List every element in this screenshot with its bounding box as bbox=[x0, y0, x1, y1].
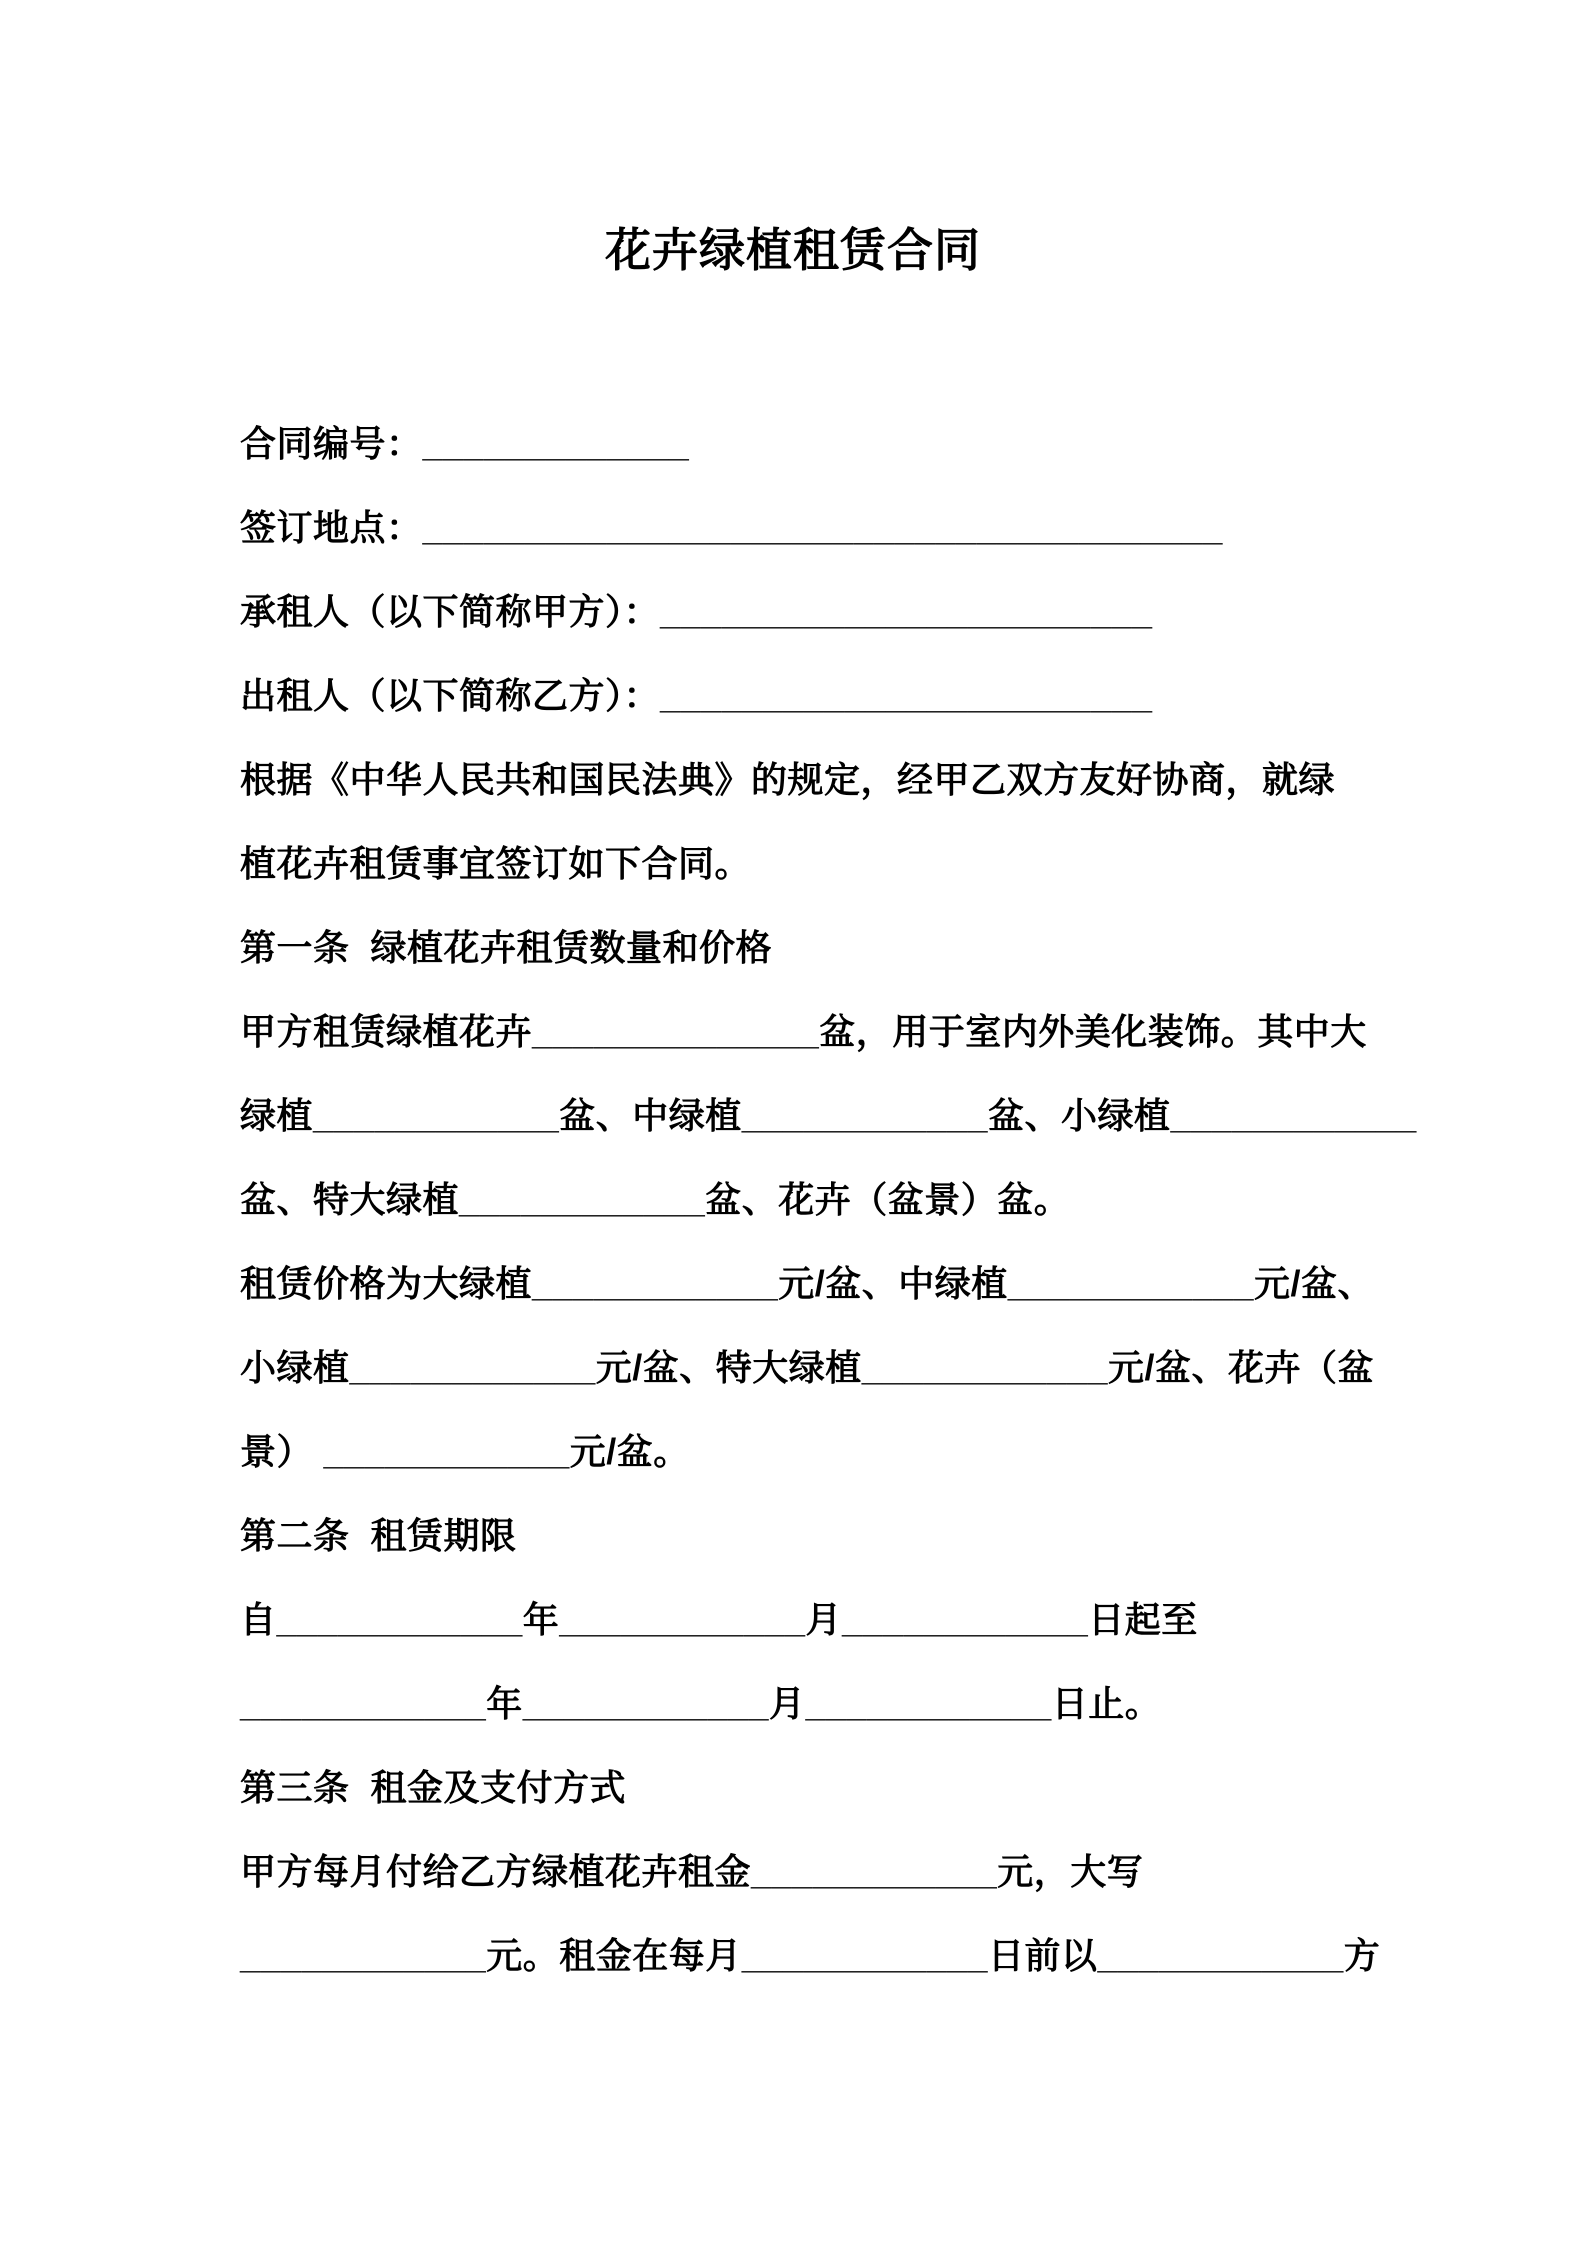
line-lessee-party-a: 承租人（以下简称甲方）：________________________ bbox=[240, 591, 1153, 632]
heading-article-3: 第三条 租金及支付方式 bbox=[240, 1767, 627, 1808]
line-contract-number: 合同编号：_____________ bbox=[240, 423, 690, 464]
line-article1-qty-3: 盆、特大绿植____________盆、花卉（盆景）盆。 bbox=[240, 1179, 1071, 1220]
line-article3-rent-1: 甲方每月付给乙方绿植花卉租金____________元，大写 bbox=[240, 1851, 1144, 1892]
line-article1-qty-2: 绿植____________盆、中绿植____________盆、小绿植____________ bbox=[240, 1095, 1417, 1136]
line-article2-term-2: ____________年____________月____________日止。 bbox=[240, 1683, 1162, 1724]
line-article1-price-1: 租赁价格为大绿植____________元/盆、中绿植____________元/盆、 bbox=[240, 1263, 1375, 1304]
line-article1-price-2: 小绿植____________元/盆、特大绿植____________元/盆、花卉（盆 bbox=[240, 1347, 1375, 1388]
document-title: 花卉绿植租赁合同 bbox=[605, 224, 981, 276]
line-article2-term-1: 自____________年____________月____________日起至 bbox=[240, 1599, 1198, 1640]
line-preamble-1: 根据《中华人民共和国民法典》的规定，经甲乙双方友好协商，就绿 bbox=[240, 759, 1336, 800]
contract-body bbox=[240, 402, 1426, 1998]
heading-article-2: 第二条 租赁期限 bbox=[240, 1515, 517, 1556]
line-article3-rent-2: ____________元。租金在每月____________日前以____________方 bbox=[240, 1935, 1381, 1976]
line-lessor-party-b: 出租人（以下简称乙方）：________________________ bbox=[240, 675, 1153, 716]
line-preamble-2: 植花卉租赁事宜签订如下合同。 bbox=[240, 843, 752, 884]
line-article1-qty-1: 甲方租赁绿植花卉______________盆，用于室内外美化装饰。其中大 bbox=[240, 1011, 1367, 1052]
heading-article-1: 第一条 绿植花卉租赁数量和价格 bbox=[240, 927, 773, 968]
line-signing-location: 签订地点：_______________________________________ bbox=[240, 507, 1223, 548]
line-article1-price-3: 景） ____________元/盆。 bbox=[240, 1431, 690, 1472]
